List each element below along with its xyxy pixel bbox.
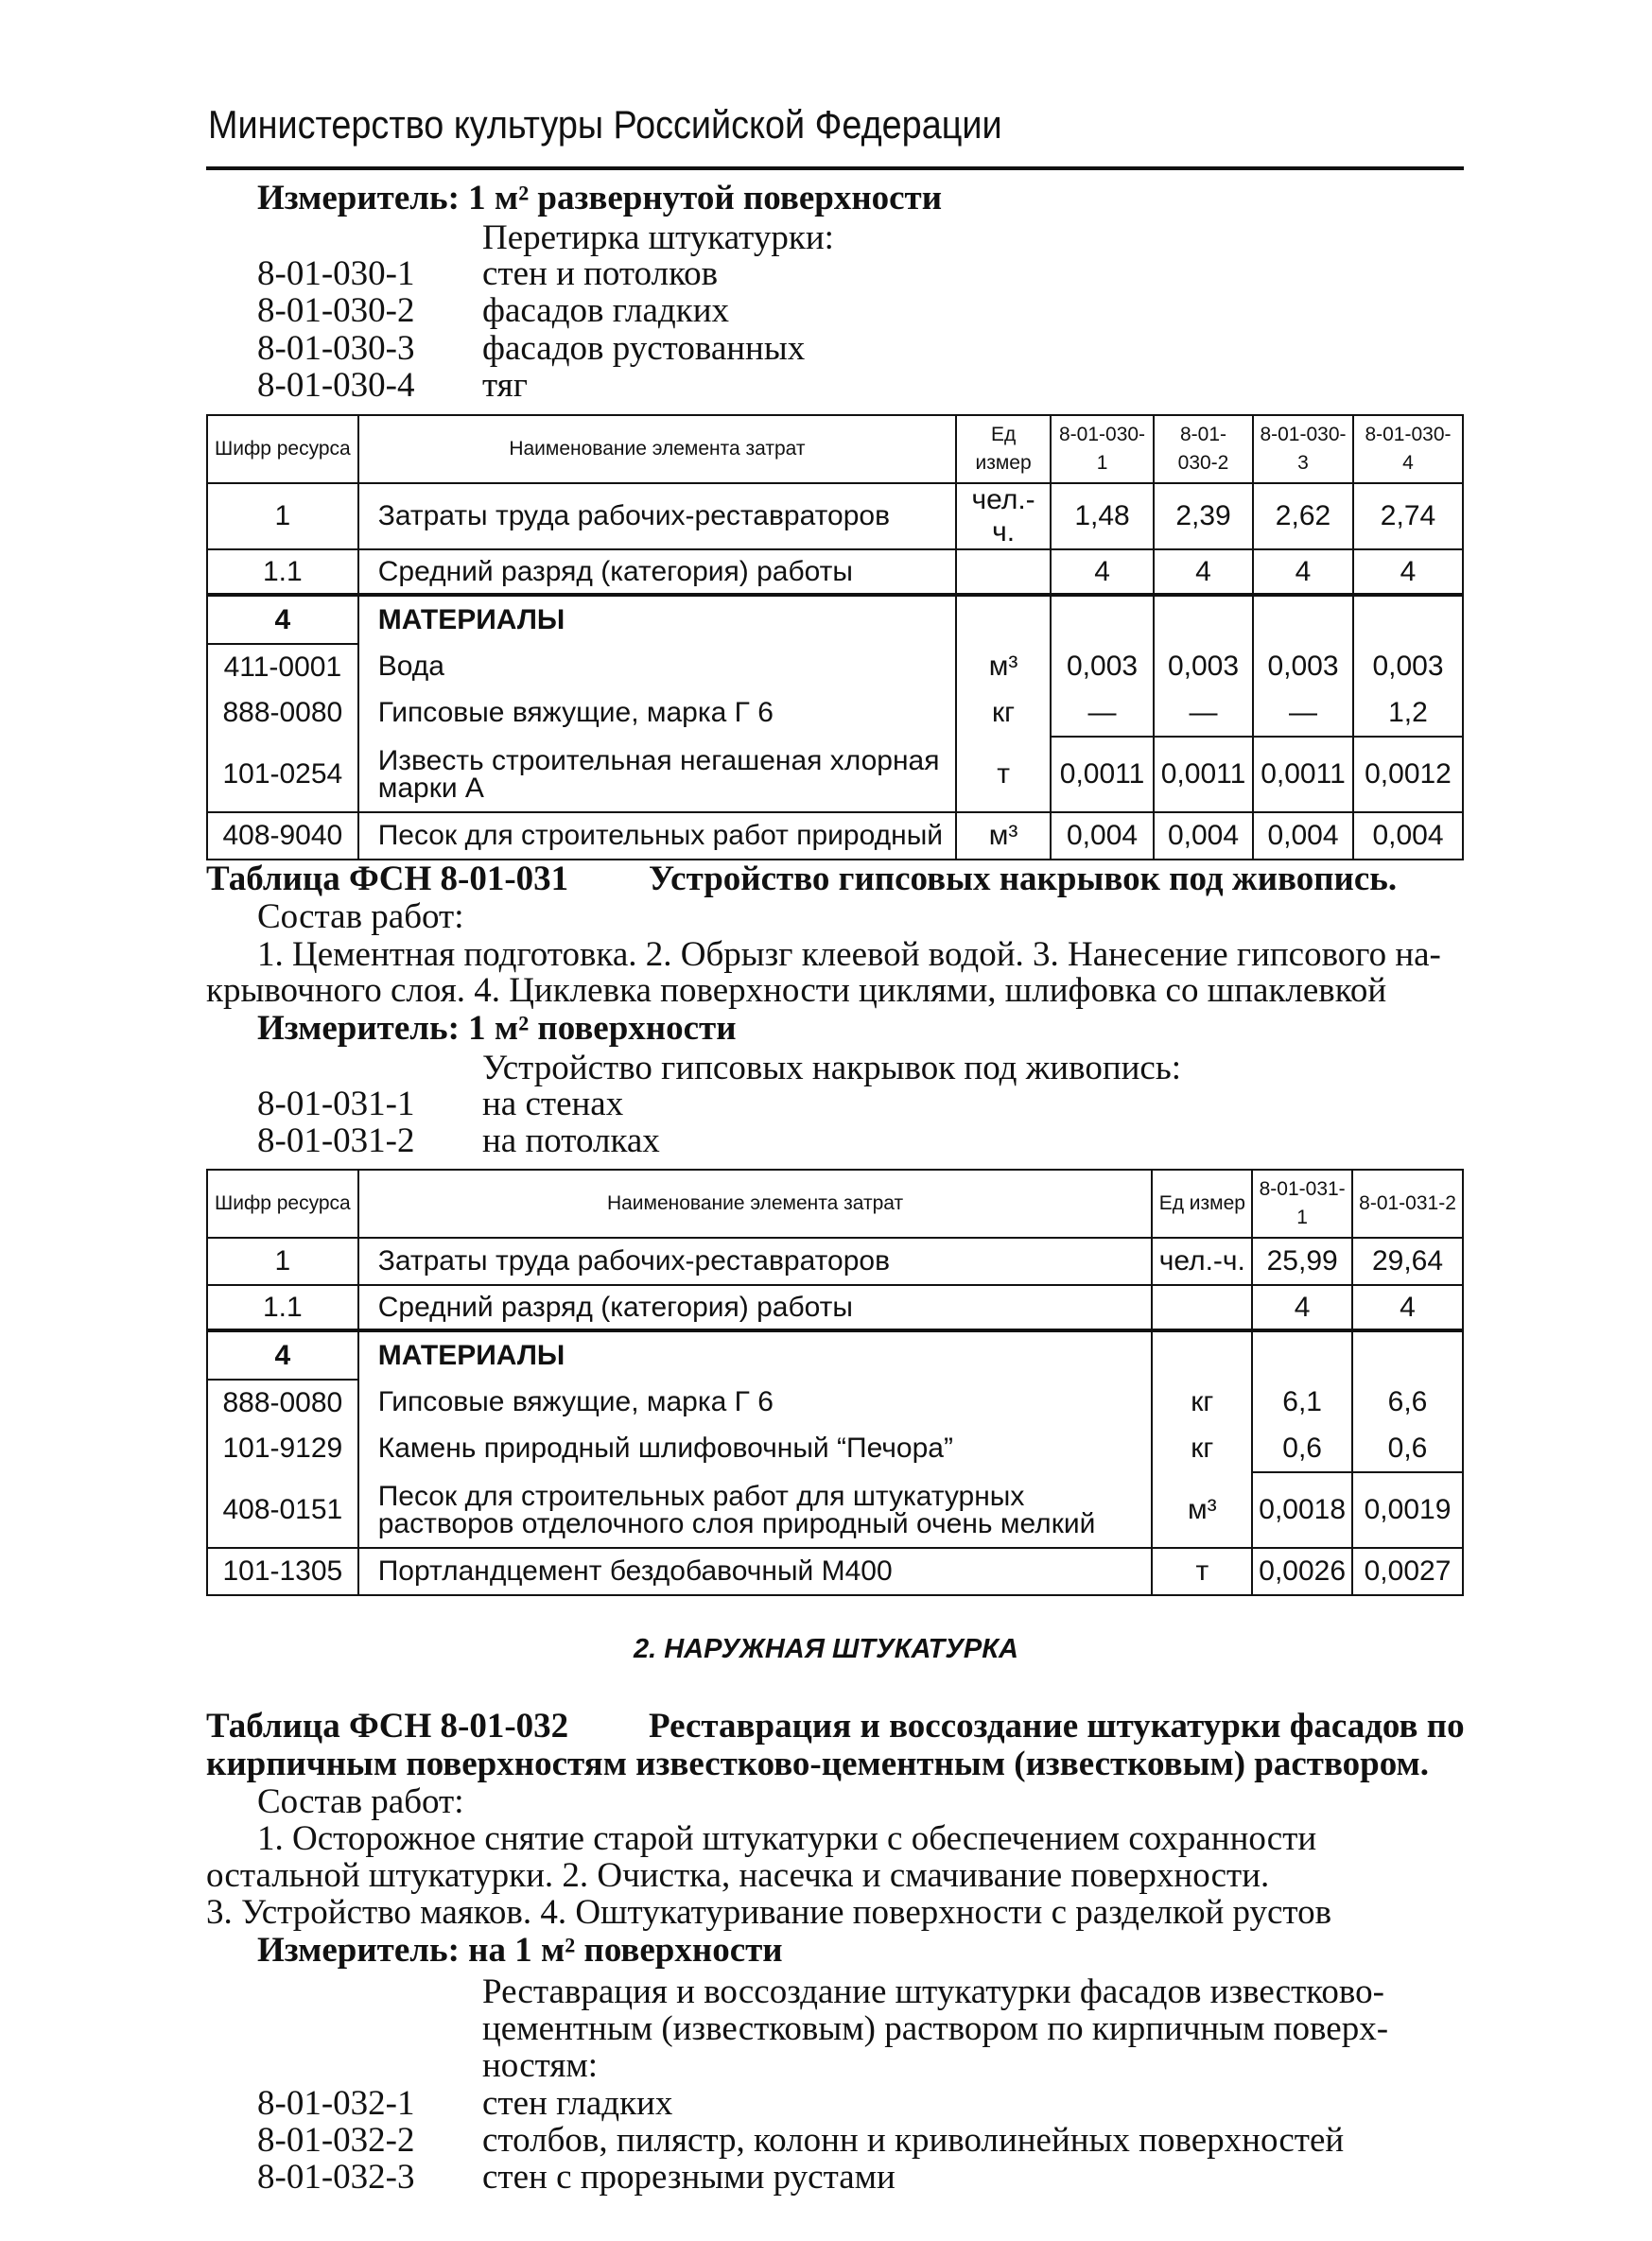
resource-name: Песок для строительных работ для штукатурных растворов отделочного слоя природный очень мелкий — [358, 1472, 1153, 1548]
resource-code: 101-9129 — [207, 1425, 358, 1472]
column-header: 8-01-031-1 — [1252, 1170, 1352, 1238]
unit: чел.-ч. — [956, 483, 1051, 549]
item-code: 8-01-032-3 — [257, 2158, 415, 2197]
item-code: 8-01-032-1 — [257, 2084, 415, 2123]
table-title: Устройство гипсовых накрывок под живопись. — [649, 860, 1398, 898]
value: 6,6 — [1352, 1380, 1463, 1425]
resource-code: 101-1305 — [207, 1548, 358, 1595]
column-header: 8-01-030-1 — [1051, 415, 1154, 483]
unit — [1152, 1285, 1252, 1330]
column-header: Наименование элемента затрат — [358, 1170, 1153, 1238]
value: 0,6 — [1252, 1425, 1352, 1472]
resource-name: Гипсовые вяжущие, марка Г 6 — [358, 1380, 1153, 1425]
value — [1253, 595, 1353, 644]
table-row — [207, 1380, 1463, 1425]
unit: м³ — [956, 812, 1051, 860]
value: 0,004 — [1353, 812, 1463, 860]
table-row — [207, 812, 1463, 860]
value: — — [1253, 689, 1353, 737]
resource-name: Средний разряд (категория) работы — [358, 1285, 1153, 1330]
group-title: ностям: — [482, 2046, 599, 2085]
unit: кг — [956, 689, 1051, 737]
item-code: 8-01-032-2 — [257, 2121, 415, 2160]
table-row — [207, 1548, 1463, 1595]
unit — [956, 595, 1051, 644]
column-header: 8-01-030-2 — [1154, 415, 1253, 483]
table-title: Реставрация и воссоздание штукатурки фасадов по — [649, 1707, 1465, 1746]
unit: кг — [1152, 1425, 1252, 1472]
resource-code: 1 — [207, 483, 358, 549]
item-text: стен гладких — [482, 2084, 673, 2123]
item-code: 8-01-030-2 — [257, 291, 415, 330]
value: 2,62 — [1253, 483, 1353, 549]
table-row — [207, 1238, 1463, 1285]
table-row — [207, 1285, 1463, 1330]
unit: кг — [1152, 1380, 1252, 1425]
measure-label: Измеритель: 1 м² развернутой поверхности — [257, 179, 943, 217]
value: 6,1 — [1252, 1380, 1352, 1425]
column-header: Шифр ресурса — [207, 415, 358, 483]
resource-code: 4 — [207, 1330, 358, 1380]
column-header: 8-01-030-4 — [1353, 415, 1463, 483]
unit: м³ — [956, 644, 1051, 689]
value — [1154, 595, 1253, 644]
resource-name: Портландцемент бездобавочный М400 — [358, 1548, 1153, 1595]
resource-name: Затраты труда рабочих-реставраторов — [358, 1238, 1153, 1285]
value: 0,003 — [1051, 644, 1154, 689]
table-header-row — [207, 1170, 1463, 1238]
item-text: тяг — [482, 366, 528, 405]
group-title: цементным (известковым) раствором по кирпичным поверх- — [482, 2009, 1389, 2048]
item-code: 8-01-030-4 — [257, 366, 415, 405]
value: 2,39 — [1154, 483, 1253, 549]
table-label: Таблица ФСН 8-01-031 — [206, 860, 569, 898]
value: 0,0011 — [1154, 737, 1253, 812]
value: 0,0018 — [1252, 1472, 1352, 1548]
table-header-row — [207, 415, 1463, 483]
composition-text: остальной штукатурки. 2. Очистка, насечка и смачивание поверхности. — [206, 1856, 1270, 1895]
value: 0,004 — [1253, 812, 1353, 860]
value: 0,0026 — [1252, 1548, 1352, 1595]
unit — [956, 549, 1051, 595]
table-row — [207, 483, 1463, 549]
resource-table-1 — [206, 414, 1464, 860]
value: 1,2 — [1353, 689, 1463, 737]
page-header: Министерство культуры Российской Федерации — [208, 102, 1002, 147]
value: 0,003 — [1154, 644, 1253, 689]
value: 0,003 — [1253, 644, 1353, 689]
composition-text: 3. Устройство маяков. 4. Оштукатуривание поверхности с разделкой рустов — [206, 1893, 1332, 1932]
item-text: стен и потолков — [482, 254, 719, 293]
resource-name: Затраты труда рабочих-реставраторов — [358, 483, 956, 549]
measure-label: Измеритель: 1 м² поверхности — [257, 1009, 737, 1048]
resource-code: 1.1 — [207, 549, 358, 595]
value — [1352, 1330, 1463, 1380]
value — [1051, 595, 1154, 644]
unit: чел.-ч. — [1152, 1238, 1252, 1285]
resource-name: Известь строительная негашеная хлорная марки А — [358, 737, 956, 812]
value: 4 — [1252, 1285, 1352, 1330]
item-code: 8-01-031-1 — [257, 1085, 415, 1123]
composition-text: 1. Осторожное снятие старой штукатурки с обеспечением сохранности — [257, 1819, 1317, 1858]
composition-label: Состав работ: — [257, 1782, 464, 1821]
item-text: столбов, пилястр, колонн и криволинейных поверхностей — [482, 2121, 1345, 2160]
table-title: кирпичным поверхностям известково-цементным (известковым) раствором. — [206, 1745, 1430, 1783]
column-header: Наименование элемента затрат — [358, 415, 956, 483]
value: 0,0011 — [1253, 737, 1353, 812]
column-header: Шифр ресурса — [207, 1170, 358, 1238]
resource-name: Гипсовые вяжущие, марка Г 6 — [358, 689, 956, 737]
value: 4 — [1154, 549, 1253, 595]
item-text: на стенах — [482, 1085, 624, 1123]
table-row — [207, 1425, 1463, 1472]
item-code: 8-01-030-1 — [257, 254, 415, 293]
resource-name: Вода — [358, 644, 956, 689]
resource-name: Средний разряд (категория) работы — [358, 549, 956, 595]
value: 0,004 — [1051, 812, 1154, 860]
resource-code: 1.1 — [207, 1285, 358, 1330]
resource-table-2 — [206, 1169, 1464, 1596]
resource-code: 408-9040 — [207, 812, 358, 860]
value: 4 — [1352, 1285, 1463, 1330]
resource-code: 888-0080 — [207, 689, 358, 737]
item-text: фасадов рустованных — [482, 329, 806, 368]
table-label: Таблица ФСН 8-01-032 — [206, 1707, 569, 1746]
value: 29,64 — [1352, 1238, 1463, 1285]
group-title: Перетирка штукатурки: — [482, 218, 834, 257]
group-title: Реставрация и воссоздание штукатурки фасадов известково- — [482, 1972, 1384, 2011]
value: 0,0012 — [1353, 737, 1463, 812]
value: 4 — [1253, 549, 1353, 595]
header-divider — [206, 166, 1464, 170]
table-row — [207, 1330, 1463, 1380]
column-header: Ед измер — [1152, 1170, 1252, 1238]
value: 0,0011 — [1051, 737, 1154, 812]
value: 4 — [1051, 549, 1154, 595]
resource-name: Камень природный шлифовочный “Печора” — [358, 1425, 1153, 1472]
column-header: 8-01-031-2 — [1352, 1170, 1463, 1238]
composition-text: крывочного слоя. 4. Циклевка поверхности циклями, шлифовка со шпаклевкой — [206, 971, 1387, 1010]
unit: т — [1152, 1548, 1252, 1595]
item-text: на потолках — [482, 1121, 660, 1160]
item-text: фасадов гладких — [482, 291, 730, 330]
resource-name: Песок для строительных работ природный — [358, 812, 956, 860]
section-heading: 2. НАРУЖНАЯ ШТУКАТУРКА — [633, 1634, 1019, 1664]
value: — — [1154, 689, 1253, 737]
item-code: 8-01-031-2 — [257, 1121, 415, 1160]
value — [1252, 1330, 1352, 1380]
value — [1353, 595, 1463, 644]
table-row — [207, 1472, 1463, 1548]
composition-text: 1. Цементная подготовка. 2. Обрызг клеевой водой. 3. Нанесение гипсового на- — [257, 935, 1441, 974]
unit: т — [956, 737, 1051, 812]
unit: м³ — [1152, 1472, 1252, 1548]
value: 0,0019 — [1352, 1472, 1463, 1548]
value: 1,48 — [1051, 483, 1154, 549]
resource-code: 411-0001 — [207, 644, 358, 689]
resource-name: МАТЕРИАЛЫ — [358, 595, 956, 644]
value: 0,003 — [1353, 644, 1463, 689]
item-text: стен с прорезными рустами — [482, 2158, 896, 2197]
table-row — [207, 689, 1463, 737]
resource-code: 408-0151 — [207, 1472, 358, 1548]
table-row — [207, 549, 1463, 595]
group-title: Устройство гипсовых накрывок под живопись: — [482, 1049, 1182, 1087]
value: 2,74 — [1353, 483, 1463, 549]
composition-label: Состав работ: — [257, 897, 464, 936]
resource-code: 4 — [207, 595, 358, 644]
value: 0,004 — [1154, 812, 1253, 860]
value: 4 — [1353, 549, 1463, 595]
measure-label: Измеритель: на 1 м² поверхности — [257, 1931, 783, 1970]
table-row — [207, 595, 1463, 644]
column-header: Ед измер — [956, 415, 1051, 483]
resource-code: 1 — [207, 1238, 358, 1285]
resource-code: 888-0080 — [207, 1380, 358, 1425]
table-row — [207, 737, 1463, 812]
unit — [1152, 1330, 1252, 1380]
resource-name: МАТЕРИАЛЫ — [358, 1330, 1153, 1380]
value: 0,6 — [1352, 1425, 1463, 1472]
column-header: 8-01-030-3 — [1253, 415, 1353, 483]
item-code: 8-01-030-3 — [257, 329, 415, 368]
value: — — [1051, 689, 1154, 737]
resource-code: 101-0254 — [207, 737, 358, 812]
value: 25,99 — [1252, 1238, 1352, 1285]
value: 0,0027 — [1352, 1548, 1463, 1595]
table-row — [207, 644, 1463, 689]
